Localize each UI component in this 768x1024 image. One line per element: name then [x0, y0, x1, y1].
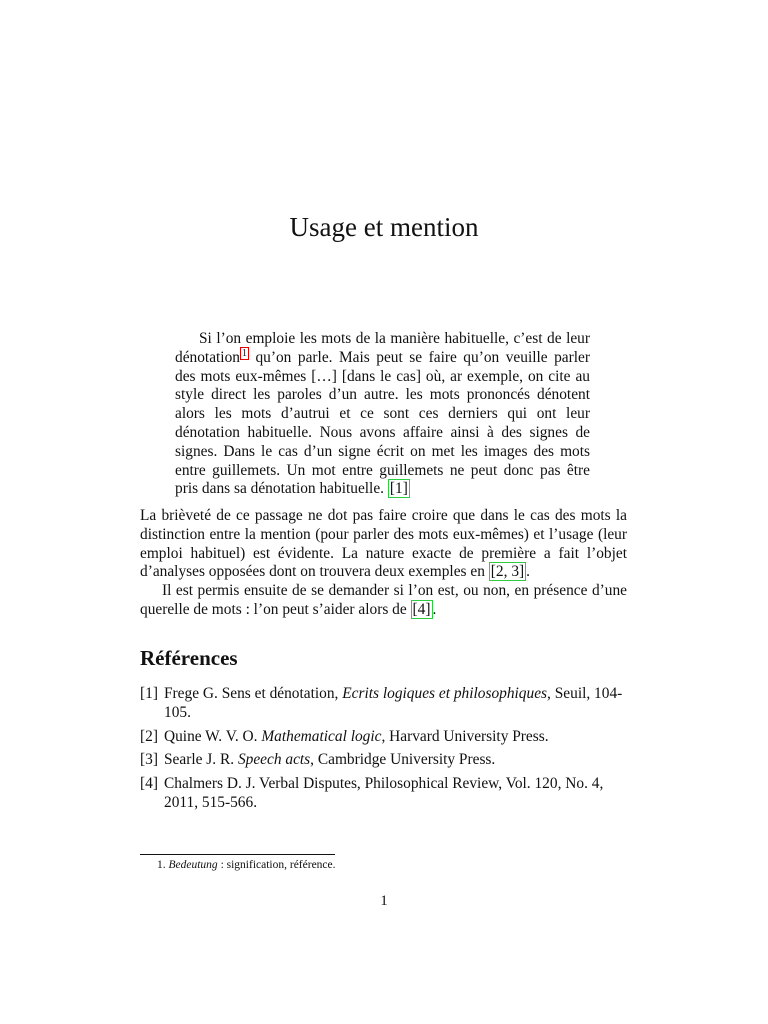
citation-link-4[interactable]: [4]: [412, 600, 431, 618]
citation-link-1[interactable]: [388, 479, 410, 498]
reference-text: [164, 728, 627, 747]
reference-text: [164, 775, 627, 813]
reference-text: [164, 685, 627, 723]
paragraph-1: [140, 507, 627, 582]
paragraph-1-end: .: [526, 563, 531, 581]
reference-number: [2]: [140, 727, 158, 745]
references-heading: Références: [140, 646, 238, 670]
quote-text-part1: Si l’on emploie les mots de la manière habituelle, c’est de leur dénotation: [175, 330, 590, 366]
reference-publisher: , Harvard University Press.: [381, 727, 549, 745]
footnote-number: 1.: [157, 859, 166, 871]
page-number: 1: [380, 893, 388, 909]
reference-item: [140, 728, 627, 747]
reference-item: [140, 751, 627, 770]
reference-author: Frege G. Sens et dénotation,: [164, 685, 343, 702]
reference-author: Searle J. R.: [164, 751, 238, 769]
page-title: Usage et mention: [289, 212, 479, 242]
paragraph-2-text: Il est permis ensuite de se demander si l’on est, ou non, en présence d’une querelle de mots : l’on peut s’aider alors de: [140, 582, 627, 618]
citation-link-2-3[interactable]: [2, 3]: [490, 563, 525, 581]
reference-author: Chalmers D. J. Verbal Disputes, Philosophical Review, Vol. 120, No. 4, 2011, 515-566.: [164, 775, 604, 811]
reference-text: [164, 751, 627, 770]
reference-number: [1]: [140, 685, 158, 702]
footnote-text: : signification, référence.: [217, 859, 336, 871]
reference-number: [3]: [140, 751, 158, 769]
footnote-term: Bedeutung: [168, 859, 218, 871]
footnote: [157, 858, 336, 873]
cite-number: 3: [511, 563, 520, 581]
paragraph-2: [140, 582, 627, 620]
reference-publisher: , Seuil, 104-105.: [164, 685, 623, 721]
reference-title: Mathematical logic: [261, 727, 382, 745]
references-list: [140, 685, 627, 818]
reference-number: [4]: [140, 775, 158, 793]
footnote-link[interactable]: 1: [241, 347, 247, 359]
reference-title: Ecrits logiques et philosophiques: [342, 685, 548, 702]
cite-number: 1: [395, 480, 403, 498]
reference-item: [140, 685, 627, 723]
reference-item: [140, 775, 627, 813]
body-text: [140, 507, 627, 620]
cite-number: 4: [417, 600, 426, 618]
cite-separator: ,: [503, 563, 512, 581]
cite-bracket-open: [: [389, 480, 395, 498]
paragraph-1-text: La brièveté de ce passage ne dot pas faire croire que dans le cas des mots la distinction entre la mention (pour parler des mots eux-mêmes) et l’usage (leur emploi habituel) est évidente. La nature exacte de première a fait l’objet d’analyses opposées dont on trouvera deux exemples en: [140, 507, 627, 581]
paragraph-2-end: .: [432, 600, 437, 618]
quote-text-part2: qu’on parle. Mais peut se faire qu’on veuille parler des mots eux-mêmes […] [dans le cas] où, ar exemple, on cite au style direct les paroles d’un autre. les mots prononcés dénotent alors les mots d’autrui et ce sont ces derniers qui ont leur dénotation habituelle. Nous avons affaire ainsi à des signes de signes. Dans le cas d’un signe écrit on met les images des mots entre guillemets. Un mot entre guillemets ne peut donc pas être pris dans sa dénotation habituelle.: [175, 348, 590, 498]
block-quote: [175, 330, 590, 499]
cite-bracket-close: ]: [402, 480, 408, 498]
cite-number: 2: [495, 563, 504, 581]
reference-title: Speech acts: [237, 751, 311, 769]
reference-author: Quine W. V. O.: [164, 727, 262, 745]
footnote-rule: [140, 854, 335, 855]
reference-publisher: , Cambridge University Press.: [310, 751, 496, 769]
quote-paragraph: [175, 330, 590, 499]
